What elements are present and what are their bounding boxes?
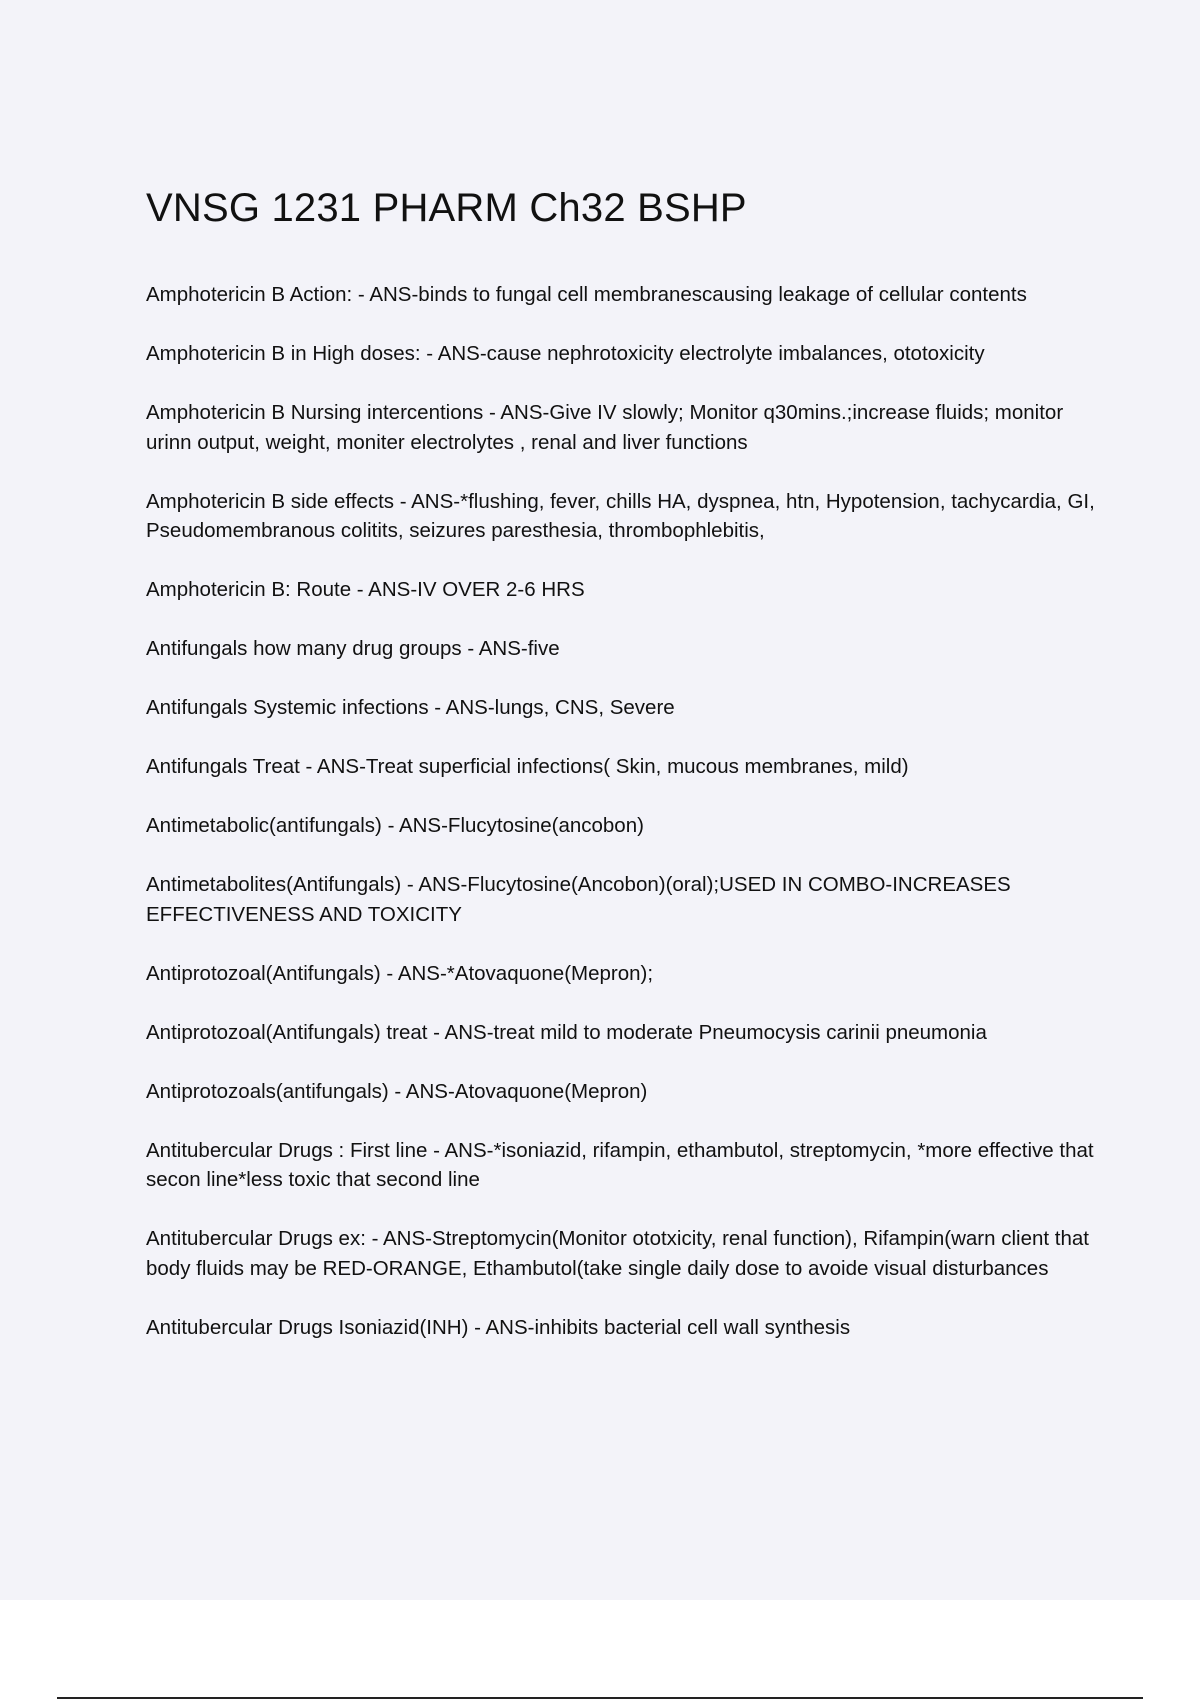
list-item: Antifungals how many drug groups - ANS-five xyxy=(146,637,560,660)
list-item: Amphotericin B: Route - ANS-IV OVER 2-6 HRS xyxy=(146,578,585,601)
entry-list xyxy=(146,280,1096,1372)
list-item: Antiprotozoal(Antifungals) treat - ANS-treat mild to moderate Pneumocysis carinii pneumonia xyxy=(146,1020,987,1044)
list-item: Antiprotozoals(antifungals) - ANS-Atovaquone(Mepron) xyxy=(146,1079,648,1103)
list-item: Antifungals Systemic infections - ANS-lungs, CNS, Severe xyxy=(146,696,675,719)
list-item: Amphotericin B Action: - ANS-binds to fungal cell membranescausing leakage of cellular contents xyxy=(146,283,1027,306)
list-item: Antitubercular Drugs Isoniazid(INH) - ANS-inhibits bacterial cell wall synthesis xyxy=(146,1315,851,1339)
page-title: VNSG 1231 PHARM Ch32 BSHP xyxy=(146,186,747,230)
footer-divider xyxy=(57,1697,1143,1699)
list-item: Antimetabolites(Antifungals) - ANS-Flucytosine(Ancobon)(oral);USED IN COMBO-INCREASES EFFECTIVENESS AND TOXICITY xyxy=(146,873,1011,926)
list-item: Antimetabolic(antifungals) - ANS-Flucytosine(ancobon) xyxy=(146,814,644,837)
list-item: Amphotericin B Nursing intercentions - ANS-Give IV slowly; Monitor q30mins.;increase fluids; monitor urinn output, weight, moniter electrolytes , renal and liver functions xyxy=(146,401,1064,454)
list-item: Antifungals Treat - ANS-Treat superficial infections( Skin, mucous membranes, mild) xyxy=(146,755,909,778)
list-item: Amphotericin B side effects - ANS-*flushing, fever, chills HA, dyspnea, htn, Hypotension, tachycardia, GI, Pseudomembranous colitits, seizures paresthesia, thrombophlebitis, xyxy=(146,489,1095,542)
list-item: Antiprotozoal(Antifungals) - ANS-*Atovaquone(Mepron); xyxy=(146,961,654,985)
list-item: Antitubercular Drugs ex: - ANS-Streptomycin(Monitor ototxicity, renal function), Rifampin(warn client that body fluids may be RED-ORANGE, Ethambutol(take single daily dose to avoide visual disturbances xyxy=(146,1227,1089,1280)
list-item: Antitubercular Drugs : First line - ANS-*isoniazid, rifampin, ethambutol, streptomycin, *more effective that secon line*less toxic that second line xyxy=(146,1138,1094,1191)
list-item: Amphotericin B in High doses: - ANS-cause nephrotoxicity electrolyte imbalances, ototoxicity xyxy=(146,342,985,365)
